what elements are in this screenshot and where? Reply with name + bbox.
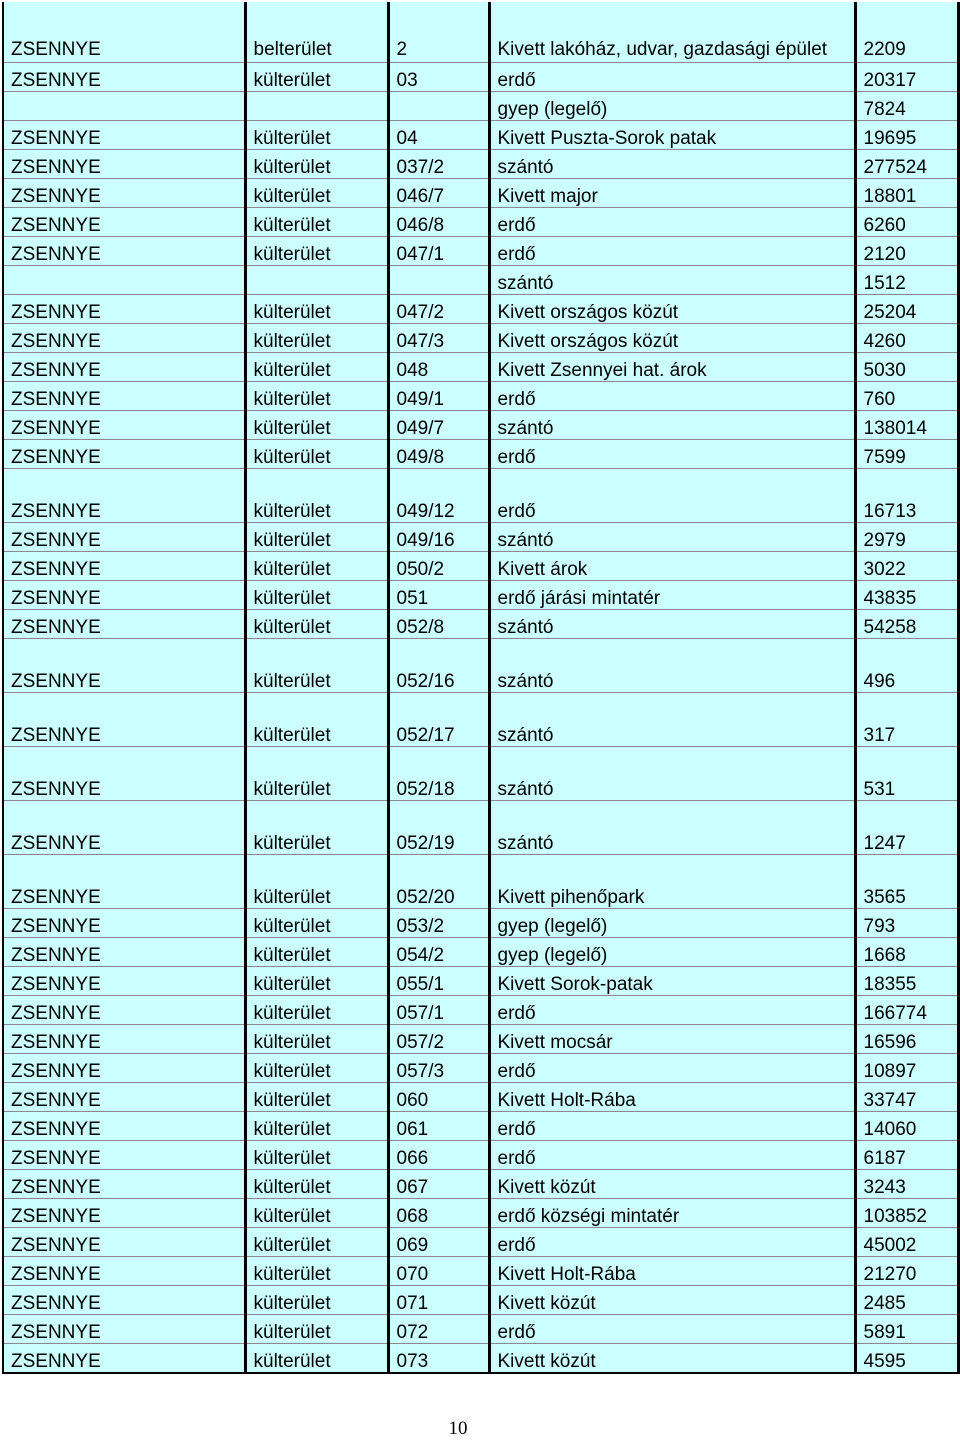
land-type-cell: külterület [245, 996, 388, 1025]
area-cell: 496 [855, 639, 958, 693]
area-cell: 14060 [855, 1112, 958, 1141]
cultivation-cell: erdő [489, 208, 855, 237]
cultivation-cell: Kivett lakóház, udvar, gazdasági épület [489, 2, 855, 63]
cultivation-cell: Kivett árok [489, 552, 855, 581]
area-cell: 2209 [855, 2, 958, 63]
settlement-cell [3, 266, 245, 295]
area-cell: 21270 [855, 1257, 958, 1286]
cultivation-cell: Kivett közút [489, 1170, 855, 1199]
table-row [3, 801, 958, 855]
table-row [3, 382, 958, 411]
land-type-cell: külterület [245, 1112, 388, 1141]
area-cell: 1668 [855, 938, 958, 967]
parcel-number-cell: 049/16 [388, 523, 489, 552]
settlement-cell: ZSENNYE [3, 967, 245, 996]
table-row [3, 121, 958, 150]
parcel-number-cell: 037/2 [388, 150, 489, 179]
cultivation-cell: szántó [489, 610, 855, 639]
table-row [3, 208, 958, 237]
area-cell: 7824 [855, 92, 958, 121]
parcel-number-cell: 067 [388, 1170, 489, 1199]
area-cell: 1512 [855, 266, 958, 295]
parcel-number-cell [388, 92, 489, 121]
settlement-cell: ZSENNYE [3, 1344, 245, 1374]
cultivation-cell: Kivett mocsár [489, 1025, 855, 1054]
parcel-number-cell: 052/19 [388, 801, 489, 855]
parcel-number-cell: 049/7 [388, 411, 489, 440]
land-type-cell: külterület [245, 295, 388, 324]
settlement-cell: ZSENNYE [3, 1257, 245, 1286]
area-cell: 45002 [855, 1228, 958, 1257]
settlement-cell: ZSENNYE [3, 693, 245, 747]
settlement-cell: ZSENNYE [3, 855, 245, 909]
parcel-number-cell: 03 [388, 63, 489, 92]
parcel-number-cell: 072 [388, 1315, 489, 1344]
cultivation-cell: erdő [489, 1228, 855, 1257]
cultivation-cell: erdő [489, 469, 855, 523]
table-row [3, 639, 958, 693]
land-type-cell: külterület [245, 801, 388, 855]
cultivation-cell: gyep (legelő) [489, 909, 855, 938]
land-type-cell: külterület [245, 440, 388, 469]
area-cell: 5891 [855, 1315, 958, 1344]
table-row [3, 610, 958, 639]
table-row [3, 1199, 958, 1228]
table-row [3, 1083, 958, 1112]
settlement-cell: ZSENNYE [3, 610, 245, 639]
settlement-cell: ZSENNYE [3, 324, 245, 353]
settlement-cell: ZSENNYE [3, 150, 245, 179]
table-row [3, 1228, 958, 1257]
table-row [3, 967, 958, 996]
settlement-cell: ZSENNYE [3, 523, 245, 552]
settlement-cell: ZSENNYE [3, 63, 245, 92]
settlement-cell: ZSENNYE [3, 581, 245, 610]
cultivation-cell: Kivett major [489, 179, 855, 208]
settlement-cell: ZSENNYE [3, 1170, 245, 1199]
land-type-cell: külterület [245, 1025, 388, 1054]
table-row [3, 440, 958, 469]
parcel-number-cell: 046/7 [388, 179, 489, 208]
parcel-number-cell: 052/18 [388, 747, 489, 801]
area-cell: 317 [855, 693, 958, 747]
table-row [3, 63, 958, 92]
land-type-cell [245, 92, 388, 121]
area-cell: 166774 [855, 996, 958, 1025]
area-cell: 6187 [855, 1141, 958, 1170]
area-cell: 43835 [855, 581, 958, 610]
area-cell: 760 [855, 382, 958, 411]
area-cell: 16596 [855, 1025, 958, 1054]
settlement-cell: ZSENNYE [3, 411, 245, 440]
area-cell: 25204 [855, 295, 958, 324]
table-row [3, 523, 958, 552]
land-type-cell: külterület [245, 411, 388, 440]
table-row [3, 552, 958, 581]
settlement-cell: ZSENNYE [3, 237, 245, 266]
parcel-number-cell: 061 [388, 1112, 489, 1141]
cultivation-cell: szántó [489, 693, 855, 747]
settlement-cell: ZSENNYE [3, 440, 245, 469]
land-type-cell: külterület [245, 353, 388, 382]
cultivation-cell: erdő [489, 1112, 855, 1141]
cultivation-cell: erdő [489, 1141, 855, 1170]
area-cell: 3243 [855, 1170, 958, 1199]
land-type-cell: külterület [245, 552, 388, 581]
land-type-cell: külterület [245, 1286, 388, 1315]
area-cell: 20317 [855, 63, 958, 92]
area-cell: 16713 [855, 469, 958, 523]
land-type-cell: külterület [245, 1199, 388, 1228]
land-type-cell: külterület [245, 909, 388, 938]
settlement-cell: ZSENNYE [3, 121, 245, 150]
parcel-number-cell: 047/2 [388, 295, 489, 324]
parcel-number-cell: 057/2 [388, 1025, 489, 1054]
area-cell: 4260 [855, 324, 958, 353]
cultivation-cell: Kivett országos közút [489, 324, 855, 353]
table-row [3, 92, 958, 121]
parcel-number-cell: 060 [388, 1083, 489, 1112]
land-type-cell: külterület [245, 1344, 388, 1374]
parcel-number-cell: 052/20 [388, 855, 489, 909]
settlement-cell: ZSENNYE [3, 1083, 245, 1112]
parcel-number-cell: 048 [388, 353, 489, 382]
land-type-cell: külterület [245, 523, 388, 552]
settlement-cell: ZSENNYE [3, 2, 245, 63]
table-row [3, 1286, 958, 1315]
land-type-cell: külterület [245, 1054, 388, 1083]
parcel-number-cell: 068 [388, 1199, 489, 1228]
table-row [3, 2, 958, 63]
parcel-number-cell: 057/3 [388, 1054, 489, 1083]
table-row [3, 747, 958, 801]
table-row [3, 581, 958, 610]
land-type-cell: külterület [245, 1257, 388, 1286]
settlement-cell: ZSENNYE [3, 1286, 245, 1315]
land-type-cell: külterület [245, 938, 388, 967]
settlement-cell: ZSENNYE [3, 938, 245, 967]
land-type-cell: külterület [245, 121, 388, 150]
settlement-cell [3, 92, 245, 121]
cultivation-cell: erdő [489, 440, 855, 469]
parcel-number-cell: 071 [388, 1286, 489, 1315]
area-cell: 5030 [855, 353, 958, 382]
parcel-number-cell: 2 [388, 2, 489, 63]
land-type-cell: külterület [245, 324, 388, 353]
table-row [3, 1315, 958, 1344]
parcel-number-cell: 046/8 [388, 208, 489, 237]
area-cell: 7599 [855, 440, 958, 469]
parcel-number-cell: 04 [388, 121, 489, 150]
land-type-cell: külterület [245, 1141, 388, 1170]
settlement-cell: ZSENNYE [3, 639, 245, 693]
table-row [3, 150, 958, 179]
table-row [3, 469, 958, 523]
area-cell: 6260 [855, 208, 958, 237]
parcel-number-cell: 054/2 [388, 938, 489, 967]
land-type-cell: külterület [245, 1315, 388, 1344]
parcel-number-cell: 051 [388, 581, 489, 610]
parcel-number-cell: 049/8 [388, 440, 489, 469]
area-cell: 33747 [855, 1083, 958, 1112]
parcel-number-cell: 073 [388, 1344, 489, 1374]
area-cell: 18801 [855, 179, 958, 208]
parcel-number-cell: 047/3 [388, 324, 489, 353]
settlement-cell: ZSENNYE [3, 1112, 245, 1141]
table-row [3, 1054, 958, 1083]
parcel-number-cell: 055/1 [388, 967, 489, 996]
settlement-cell: ZSENNYE [3, 996, 245, 1025]
table-row [3, 179, 958, 208]
parcel-number-cell: 049/1 [388, 382, 489, 411]
parcel-number-cell: 053/2 [388, 909, 489, 938]
land-type-cell: külterület [245, 581, 388, 610]
area-cell: 531 [855, 747, 958, 801]
area-cell: 10897 [855, 1054, 958, 1083]
table-row [3, 266, 958, 295]
area-cell: 2979 [855, 523, 958, 552]
parcel-number-cell: 057/1 [388, 996, 489, 1025]
cultivation-cell: szántó [489, 747, 855, 801]
cultivation-cell: erdő járási mintatér [489, 581, 855, 610]
settlement-cell: ZSENNYE [3, 1054, 245, 1083]
cultivation-cell: Kivett Holt-Rába [489, 1257, 855, 1286]
table-row [3, 855, 958, 909]
parcel-number-cell: 050/2 [388, 552, 489, 581]
land-type-cell: külterület [245, 1228, 388, 1257]
area-cell: 103852 [855, 1199, 958, 1228]
cultivation-cell: erdő [489, 237, 855, 266]
settlement-cell: ZSENNYE [3, 1199, 245, 1228]
table-row [3, 1170, 958, 1199]
settlement-cell: ZSENNYE [3, 469, 245, 523]
land-type-cell [245, 266, 388, 295]
cultivation-cell: gyep (legelő) [489, 938, 855, 967]
page-number: 10 [448, 1418, 468, 1439]
table-body [3, 2, 958, 1373]
cultivation-cell: szántó [489, 150, 855, 179]
land-type-cell: külterület [245, 693, 388, 747]
land-type-cell: külterület [245, 179, 388, 208]
settlement-cell: ZSENNYE [3, 909, 245, 938]
land-type-cell: külterület [245, 237, 388, 266]
table-row [3, 295, 958, 324]
land-type-cell: külterület [245, 1083, 388, 1112]
parcel-number-cell: 052/17 [388, 693, 489, 747]
cultivation-cell: Kivett közút [489, 1344, 855, 1374]
area-cell: 793 [855, 909, 958, 938]
settlement-cell: ZSENNYE [3, 1025, 245, 1054]
cultivation-cell: gyep (legelő) [489, 92, 855, 121]
table-row [3, 353, 958, 382]
table-row [3, 1112, 958, 1141]
settlement-cell: ZSENNYE [3, 801, 245, 855]
settlement-cell: ZSENNYE [3, 208, 245, 237]
area-cell: 277524 [855, 150, 958, 179]
land-type-cell: külterület [245, 469, 388, 523]
table-row [3, 1025, 958, 1054]
cultivation-cell: Kivett közút [489, 1286, 855, 1315]
cultivation-cell: szántó [489, 801, 855, 855]
table-row [3, 996, 958, 1025]
cultivation-cell: Kivett országos közút [489, 295, 855, 324]
parcel-number-cell: 066 [388, 1141, 489, 1170]
land-type-cell: külterület [245, 63, 388, 92]
settlement-cell: ZSENNYE [3, 747, 245, 801]
land-type-cell: külterület [245, 747, 388, 801]
settlement-cell: ZSENNYE [3, 353, 245, 382]
area-cell: 18355 [855, 967, 958, 996]
table-row [3, 1141, 958, 1170]
area-cell: 2485 [855, 1286, 958, 1315]
area-cell: 19695 [855, 121, 958, 150]
land-type-cell: külterület [245, 208, 388, 237]
land-type-cell: külterület [245, 610, 388, 639]
cultivation-cell: Kivett Sorok-patak [489, 967, 855, 996]
settlement-cell: ZSENNYE [3, 1228, 245, 1257]
cultivation-cell: szántó [489, 266, 855, 295]
parcel-number-cell: 070 [388, 1257, 489, 1286]
parcel-number-cell: 069 [388, 1228, 489, 1257]
area-cell: 3565 [855, 855, 958, 909]
settlement-cell: ZSENNYE [3, 382, 245, 411]
cultivation-cell: Kivett pihenőpark [489, 855, 855, 909]
table-row [3, 411, 958, 440]
cultivation-cell: erdő [489, 1054, 855, 1083]
cultivation-cell: Kivett Zsennyei hat. árok [489, 353, 855, 382]
parcel-number-cell: 052/16 [388, 639, 489, 693]
cultivation-cell: szántó [489, 523, 855, 552]
cultivation-cell: szántó [489, 639, 855, 693]
parcel-number-cell [388, 266, 489, 295]
settlement-cell: ZSENNYE [3, 179, 245, 208]
cultivation-cell: erdő [489, 996, 855, 1025]
cultivation-cell: Kivett Holt-Rába [489, 1083, 855, 1112]
parcel-number-cell: 052/8 [388, 610, 489, 639]
land-type-cell: belterület [245, 2, 388, 63]
area-cell: 54258 [855, 610, 958, 639]
cultivation-cell: erdő [489, 63, 855, 92]
cultivation-cell: erdő községi mintatér [489, 1199, 855, 1228]
cultivation-cell: szántó [489, 411, 855, 440]
land-parcel-table [2, 2, 960, 1374]
area-cell: 3022 [855, 552, 958, 581]
land-type-cell: külterület [245, 967, 388, 996]
settlement-cell: ZSENNYE [3, 552, 245, 581]
table-row [3, 237, 958, 266]
land-type-cell: külterület [245, 855, 388, 909]
settlement-cell: ZSENNYE [3, 1141, 245, 1170]
parcel-number-cell: 049/12 [388, 469, 489, 523]
land-type-cell: külterület [245, 150, 388, 179]
settlement-cell: ZSENNYE [3, 1315, 245, 1344]
parcel-number-cell: 047/1 [388, 237, 489, 266]
table-row [3, 693, 958, 747]
area-cell: 138014 [855, 411, 958, 440]
table-row [3, 938, 958, 967]
table-row [3, 1344, 958, 1374]
settlement-cell: ZSENNYE [3, 295, 245, 324]
table-row [3, 909, 958, 938]
area-cell: 2120 [855, 237, 958, 266]
table-row [3, 1257, 958, 1286]
cultivation-cell: Kivett Puszta-Sorok patak [489, 121, 855, 150]
cultivation-cell: erdő [489, 1315, 855, 1344]
table-row [3, 324, 958, 353]
area-cell: 4595 [855, 1344, 958, 1374]
cultivation-cell: erdő [489, 382, 855, 411]
area-cell: 1247 [855, 801, 958, 855]
land-type-cell: külterület [245, 382, 388, 411]
land-type-cell: külterület [245, 1170, 388, 1199]
land-type-cell: külterület [245, 639, 388, 693]
